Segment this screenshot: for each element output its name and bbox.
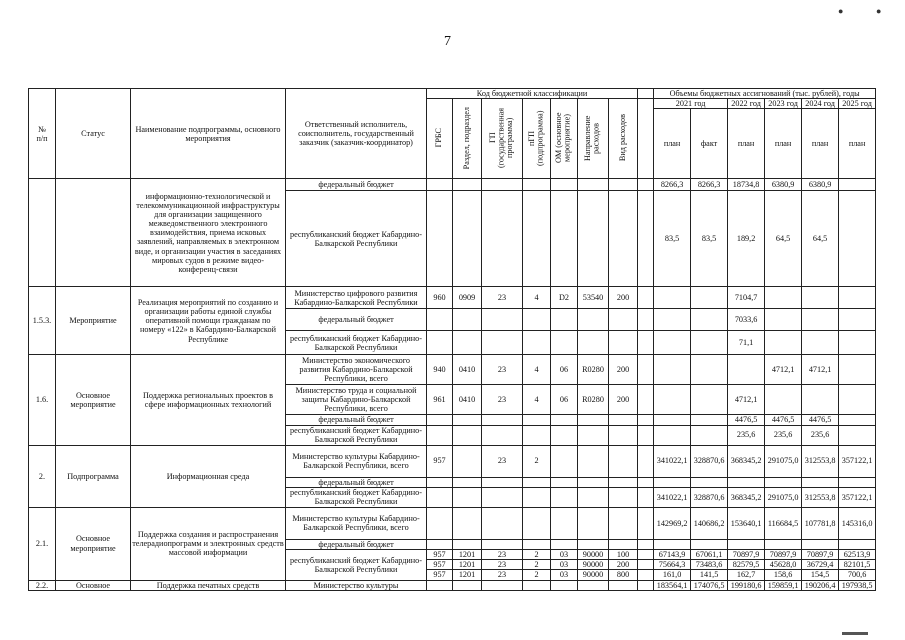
code-cell: 4 bbox=[523, 355, 551, 385]
code-cell: 0410 bbox=[453, 385, 482, 415]
item-name: информационно-технологической и телекоммуникационной инфраструктуры для организации защищенного межведомственного электронного взаимодействия, приема исковых заявлений, направляемых в электронном виде, и организации участия в заседаниях мировых судов в режиме видео-конференц-связи bbox=[131, 179, 286, 287]
value-cell: 4712,1 bbox=[765, 355, 802, 385]
executor-cell: Министерство экономического развития Кабардино-Балкарской Республики, всего bbox=[286, 355, 427, 385]
code-cell: D2 bbox=[551, 287, 578, 309]
executor-cell: республиканский бюджет Кабардино-Балкарской Республики bbox=[286, 191, 427, 287]
value-cell: 75664,3 bbox=[654, 560, 691, 570]
year-2023-header: 2023 год bbox=[765, 99, 802, 109]
code-cell: 03 bbox=[551, 560, 578, 570]
value-cell: 4476,5 bbox=[765, 415, 802, 425]
code-cell: 90000 bbox=[578, 549, 609, 559]
value-cell: 71,1 bbox=[728, 331, 765, 355]
item-name: Информационная среда bbox=[131, 445, 286, 507]
code-cell: 1201 bbox=[453, 560, 482, 570]
table-row bbox=[29, 355, 876, 385]
item-status: Основное bbox=[56, 580, 131, 590]
page-number: 7 bbox=[444, 34, 451, 49]
item-name: Реализация мероприятий по созданию и организации работы единой службы оперативной помощи гражданам по номеру «122» в Кабардино-Балкарской Республике bbox=[131, 287, 286, 355]
value-cell: 73483,6 bbox=[691, 560, 728, 570]
value-cell: 82579,5 bbox=[728, 560, 765, 570]
value-cell: 190206,4 bbox=[802, 580, 839, 590]
table-row bbox=[29, 580, 876, 590]
code-cell: 2 bbox=[523, 570, 551, 580]
col-om-header: ОМ (основное мероприятие) bbox=[554, 112, 572, 163]
executor-cell: федеральный бюджет bbox=[286, 539, 427, 549]
code-cell: 200 bbox=[609, 385, 638, 415]
value-cell: 700,6 bbox=[839, 570, 876, 580]
code-cell: 0909 bbox=[453, 287, 482, 309]
code-cell: R0280 bbox=[578, 385, 609, 415]
col-status-header: Статус bbox=[56, 89, 131, 179]
code-cell: 960 bbox=[427, 287, 453, 309]
value-cell: 328870,6 bbox=[691, 487, 728, 507]
value-cell: 8266,3 bbox=[654, 179, 691, 191]
value-cell: 70897,9 bbox=[802, 549, 839, 559]
item-number: 1.5.3. bbox=[29, 287, 56, 355]
value-cell: 62513,9 bbox=[839, 549, 876, 559]
value-cell: 8266,3 bbox=[691, 179, 728, 191]
value-cell: 4476,5 bbox=[728, 415, 765, 425]
value-cell: 64,5 bbox=[802, 191, 839, 287]
table-row bbox=[29, 445, 876, 477]
executor-cell: Министерство цифрового развития Кабардино-Балкарской Республики bbox=[286, 287, 427, 309]
executor-cell: Министерство культуры Кабардино-Балкарской Республики, всего bbox=[286, 445, 427, 477]
value-cell: 197938,5 bbox=[839, 580, 876, 590]
value-cell: 6380,9 bbox=[802, 179, 839, 191]
code-cell: 06 bbox=[551, 385, 578, 415]
value-cell: 183564,1 bbox=[654, 580, 691, 590]
executor-cell: федеральный бюджет bbox=[286, 477, 427, 487]
year-2021-header: 2021 год bbox=[654, 99, 728, 109]
volume-group-header: Объемы бюджетных ассигнований (тыс. рублей), годы bbox=[654, 89, 876, 99]
executor-cell: федеральный бюджет bbox=[286, 309, 427, 331]
value-cell: 67143,9 bbox=[654, 549, 691, 559]
year-2024-header: 2024 год bbox=[802, 99, 839, 109]
value-cell: 82101,5 bbox=[839, 560, 876, 570]
item-name: Поддержка создания и распространения телерадиопрограмм и электронных средств массовой информации bbox=[131, 507, 286, 580]
code-cell: 200 bbox=[609, 287, 638, 309]
value-cell: 107781,8 bbox=[802, 507, 839, 539]
value-cell: 158,6 bbox=[765, 570, 802, 580]
value-cell: 153640,1 bbox=[728, 507, 765, 539]
code-cell: 06 bbox=[551, 355, 578, 385]
code-cell: 1201 bbox=[453, 549, 482, 559]
code-cell: 2 bbox=[523, 560, 551, 570]
year-2025-header: 2025 год bbox=[839, 99, 876, 109]
col-napr-header: Направление расходов bbox=[583, 114, 601, 161]
code-cell: 2 bbox=[523, 445, 551, 477]
item-number: 1.6. bbox=[29, 355, 56, 445]
code-cell: 23 bbox=[482, 287, 523, 309]
col-executor-header: Ответственный исполнитель, соисполнитель, государственный заказчик (заказчик-координатор) bbox=[286, 89, 427, 179]
value-cell: 70897,9 bbox=[728, 549, 765, 559]
value-cell: 291075,0 bbox=[765, 487, 802, 507]
value-cell: 7033,6 bbox=[728, 309, 765, 331]
scan-mark: ● bbox=[876, 6, 882, 16]
executor-cell: республиканский бюджет Кабардино-Балкарской Республики bbox=[286, 425, 427, 445]
plan-header: план bbox=[654, 109, 691, 179]
item-status: Основное мероприятие bbox=[56, 507, 131, 580]
value-cell: 328870,6 bbox=[691, 445, 728, 477]
value-cell: 18734,8 bbox=[728, 179, 765, 191]
code-cell: 90000 bbox=[578, 570, 609, 580]
value-cell: 145316,0 bbox=[839, 507, 876, 539]
code-cell: 23 bbox=[482, 570, 523, 580]
value-cell: 70897,9 bbox=[765, 549, 802, 559]
code-cell: 1201 bbox=[453, 570, 482, 580]
col-razdel-header: Раздел, подраздел bbox=[461, 106, 471, 169]
value-cell: 291075,0 bbox=[765, 445, 802, 477]
value-cell: 6380,9 bbox=[765, 179, 802, 191]
code-cell: 957 bbox=[427, 570, 453, 580]
value-cell: 116684,5 bbox=[765, 507, 802, 539]
budget-table bbox=[28, 88, 876, 591]
col-no-header: № п/п bbox=[29, 89, 56, 179]
value-cell: 368345,2 bbox=[728, 445, 765, 477]
plan-header: план bbox=[728, 109, 765, 179]
year-2022-header: 2022 год bbox=[728, 99, 765, 109]
executor-cell: республиканский бюджет Кабардино-Балкарской Республики bbox=[286, 331, 427, 355]
col-name-header: Наименование подпрограммы, основного мероприятия bbox=[131, 89, 286, 179]
value-cell: 368345,2 bbox=[728, 487, 765, 507]
value-cell: 83,5 bbox=[691, 191, 728, 287]
item-number: 2.2. bbox=[29, 580, 56, 590]
value-cell: 142969,2 bbox=[654, 507, 691, 539]
code-cell: 0410 bbox=[453, 355, 482, 385]
code-cell: 200 bbox=[609, 355, 638, 385]
executor-cell: федеральный бюджет bbox=[286, 415, 427, 425]
code-cell: 23 bbox=[482, 445, 523, 477]
value-cell: 199180,6 bbox=[728, 580, 765, 590]
code-cell: 2 bbox=[523, 549, 551, 559]
value-cell: 235,6 bbox=[802, 425, 839, 445]
value-cell: 83,5 bbox=[654, 191, 691, 287]
code-cell: 03 bbox=[551, 570, 578, 580]
item-name: Поддержка региональных проектов в сфере информационных технологий bbox=[131, 355, 286, 445]
value-cell: 341022,1 bbox=[654, 445, 691, 477]
fact-header: факт bbox=[691, 109, 728, 179]
code-cell: 23 bbox=[482, 355, 523, 385]
value-cell: 64,5 bbox=[765, 191, 802, 287]
value-cell: 235,6 bbox=[765, 425, 802, 445]
value-cell: 312553,8 bbox=[802, 487, 839, 507]
plan-header: план bbox=[765, 109, 802, 179]
value-cell: 4712,1 bbox=[802, 355, 839, 385]
value-cell: 7104,7 bbox=[728, 287, 765, 309]
value-cell: 235,6 bbox=[728, 425, 765, 445]
executor-cell: Министерство культуры Кабардино-Балкарской Республики, всего bbox=[286, 507, 427, 539]
header-row bbox=[29, 89, 876, 99]
code-cell: 961 bbox=[427, 385, 453, 415]
code-group-header: Код бюджетной классификации bbox=[427, 89, 638, 99]
value-cell: 357122,1 bbox=[839, 445, 876, 477]
code-cell: 4 bbox=[523, 385, 551, 415]
code-cell: 23 bbox=[482, 549, 523, 559]
col-gp-header: ГП (государственная программа) bbox=[488, 107, 515, 168]
item-status: Мероприятие bbox=[56, 287, 131, 355]
value-cell: 341022,1 bbox=[654, 487, 691, 507]
value-cell: 36729,4 bbox=[802, 560, 839, 570]
table-row bbox=[29, 179, 876, 191]
code-cell: 200 bbox=[609, 560, 638, 570]
value-cell: 4476,5 bbox=[802, 415, 839, 425]
col-vid-header: Вид расходов bbox=[617, 114, 627, 162]
code-cell: 03 bbox=[551, 549, 578, 559]
item-number: 2. bbox=[29, 445, 56, 507]
value-cell: 4712,1 bbox=[728, 385, 765, 415]
value-cell: 159859,1 bbox=[765, 580, 802, 590]
value-cell: 67061,1 bbox=[691, 549, 728, 559]
executor-cell: федеральный бюджет bbox=[286, 179, 427, 191]
value-cell: 189,2 bbox=[728, 191, 765, 287]
value-cell: 140686,2 bbox=[691, 507, 728, 539]
value-cell: 162,7 bbox=[728, 570, 765, 580]
executor-cell: республиканский бюджет Кабардино-Балкарской Республики bbox=[286, 487, 427, 507]
code-cell: 90000 bbox=[578, 560, 609, 570]
item-status: Подпрограмма bbox=[56, 445, 131, 507]
executor-cell: Министерство культуры bbox=[286, 580, 427, 590]
col-grbs-header: ГРБС bbox=[434, 127, 444, 148]
executor-cell: республиканский бюджет Кабардино-Балкарской Республики bbox=[286, 549, 427, 580]
item-number: 2.1. bbox=[29, 507, 56, 580]
item-status: Основное мероприятие bbox=[56, 355, 131, 445]
code-cell: 23 bbox=[482, 385, 523, 415]
executor-cell: Министерство труда и социальной защиты Кабардино-Балкарской Республики, всего bbox=[286, 385, 427, 415]
code-cell: 957 bbox=[427, 560, 453, 570]
value-cell: 154,5 bbox=[802, 570, 839, 580]
code-cell: 53540 bbox=[578, 287, 609, 309]
code-cell: R0280 bbox=[578, 355, 609, 385]
value-cell: 45628,0 bbox=[765, 560, 802, 570]
value-cell: 174076,5 bbox=[691, 580, 728, 590]
table-row bbox=[29, 287, 876, 309]
value-cell: 161,0 bbox=[654, 570, 691, 580]
value-cell: 357122,1 bbox=[839, 487, 876, 507]
col-pgp-header: пГП (подпрограмма) bbox=[526, 109, 545, 166]
scan-mark: ● bbox=[838, 6, 844, 16]
table-row bbox=[29, 507, 876, 539]
code-cell: 100 bbox=[609, 549, 638, 559]
code-cell: 940 bbox=[427, 355, 453, 385]
plan-header: план bbox=[839, 109, 876, 179]
code-cell: 23 bbox=[482, 560, 523, 570]
scan-mark bbox=[842, 632, 868, 635]
item-name: Поддержка печатных средств bbox=[131, 580, 286, 590]
value-cell: 141,5 bbox=[691, 570, 728, 580]
code-cell: 957 bbox=[427, 445, 453, 477]
code-cell: 4 bbox=[523, 287, 551, 309]
plan-header: план bbox=[802, 109, 839, 179]
value-cell: 312553,8 bbox=[802, 445, 839, 477]
code-cell: 800 bbox=[609, 570, 638, 580]
code-cell: 957 bbox=[427, 549, 453, 559]
